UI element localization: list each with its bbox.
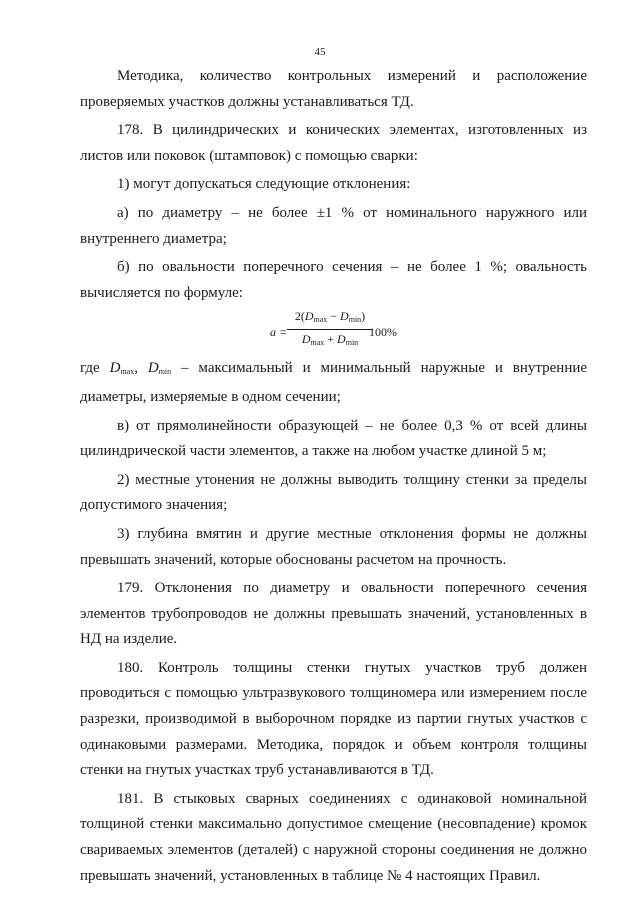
paragraph-179: 179. Отклонения по диаметру и овальности поперечного сечения элементов трубопроводов не должны превышать значений, установленных в НД на изделие. (80, 580, 587, 648)
paragraph-straightness: в) от прямолинейности образующей – не более 0,3 % от всей длины цилиндрической части элементов, а также на любом участке длиной 5 м; (80, 417, 587, 460)
ovality-formula (80, 306, 587, 356)
formula-percent: 100% (369, 325, 397, 340)
paragraph-diameter: а) по диаметру – не более ±1 % от номинального наружного или внутреннего диаметра; (80, 204, 587, 247)
paragraph-ovality: б) по овальности поперечного сечения – не более 1 %; овальность вычисляется по формуле: (80, 259, 587, 301)
formula-denominator: $D_{max} + D_{min}$ (301, 332, 359, 348)
paragraph-where: где $D_{max}$, $D_{min}$ – максимальный и минимальный наружные и внутренние диаметры, измеряемые в одном сечении; (80, 360, 588, 405)
paragraph-180: 180. Контроль толщины стенки гнутых участков труб должен проводиться с помощью ультразвукового толщиномера или измерением после разрезки, производимой в выборочном порядке из партии гнутых участков с одинаковыми размерами. Методика, порядок и объем контроля толщины стенки на гнутых участках труб устанавливаются в ТД. (80, 659, 587, 779)
paragraph-deviations: 1) могут допускаться следующие отклонения: (117, 176, 411, 193)
paragraph-dents: 3) глубина вмятин и другие местные отклонения формы не должны превышать значений, которые обоснованы расчетом на прочность. (80, 525, 587, 568)
formula-numerator: $2(D_{max} - D_{min})$ (294, 309, 366, 325)
paragraph-181: 181. В стыковых сварных соединениях с одинаковой номинальной толщиной стенки максимально допустимое смещение (несовпадение) кромок свариваемых элементов (деталей) с наружной стороны соединения не должно превышать значений, установленных в таблице № 4 настоящих Правил. (80, 790, 587, 884)
paragraph-thinning: 2) местные утонения не должны выводить толщину стенки за пределы допустимого значения; (80, 471, 587, 514)
document-body (80, 64, 587, 889)
formula-lhs: a = (270, 325, 288, 340)
formula-fraction (287, 308, 373, 351)
fraction-bar (287, 329, 373, 330)
paragraph-methodology: Методика, количество контрольных измерений и расположение проверяемых участков должны устанавливаться ТД. (80, 68, 587, 110)
paragraph-178: 178. В цилиндрических и конических элементах, изготовленных из листов или поковок (штамповок) с помощью сварки: (80, 122, 587, 164)
page-number: 45 (314, 46, 326, 58)
